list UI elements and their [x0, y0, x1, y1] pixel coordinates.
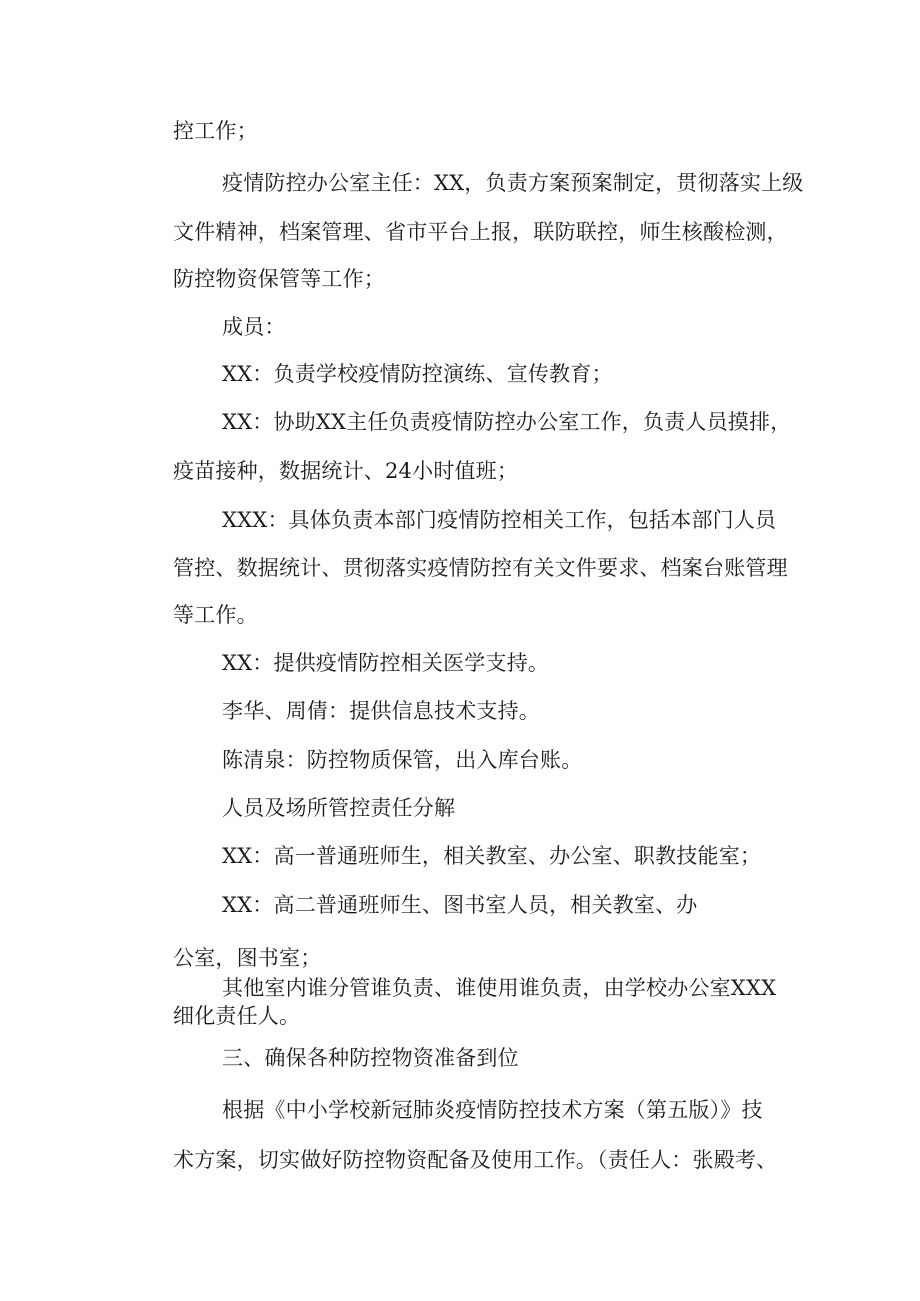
text-line: 防控物资保管等工作； [173, 267, 385, 291]
text-line: 疫情防控办公室主任：XX，负责方案预案制定，贯彻落实上级 [222, 171, 804, 195]
text-line: 公室，图书室； [173, 946, 322, 970]
text-line: 文件精神，档案管理、省市平台上报，联防联控，师生核酸检测， [173, 220, 788, 244]
text-line: 细化责任人。 [173, 1004, 301, 1028]
text-line: 成员： [222, 315, 286, 339]
section-heading: 人员及场所管控责任分解 [222, 796, 456, 820]
text-line: XX：负责学校疫情防控演练、宣传教育； [222, 362, 613, 386]
text-line: 疫苗接种，数据统计、24小时值班； [173, 459, 519, 483]
text-line: 李华、周倩：提供信息技术支持。 [222, 699, 540, 723]
text-line: XX：高一普通班师生，相关教室、办公室、职教技能室； [222, 844, 762, 868]
text-line: 等工作。 [173, 603, 258, 627]
text-line: XX：协助XX主任负责疫情防控办公室工作，负责人员摸排， [222, 410, 792, 434]
text-line: 控工作； [173, 119, 258, 143]
text-line: XXX：具体负责本部门疫情防控相关工作，包括本部门人员 [222, 508, 777, 532]
text-line: 其他室内谁分管谁负责、谁使用谁负责，由学校办公室XXX [222, 976, 777, 1000]
text-line: 根据《中小学校新冠肺炎疫情防控技术方案（第五版）》技 [222, 1098, 763, 1122]
text-line: XX：提供疫情防控相关医学支持。 [222, 651, 550, 675]
section-heading: 三、确保各种防控物资准备到位 [222, 1046, 519, 1070]
text-line: 陈清泉：防控物质保管，出入库台账。 [222, 748, 583, 772]
text-line: 管控、数据统计、贯彻落实疫情防控有关文件要求、档案台账管理 [173, 556, 788, 580]
text-line: 术方案，切实做好防控物资配备及使用工作。（责任人：张殿考、 [173, 1148, 778, 1172]
text-line: XX：高二普通班师生、图书室人员，相关教室、办 [222, 893, 698, 917]
